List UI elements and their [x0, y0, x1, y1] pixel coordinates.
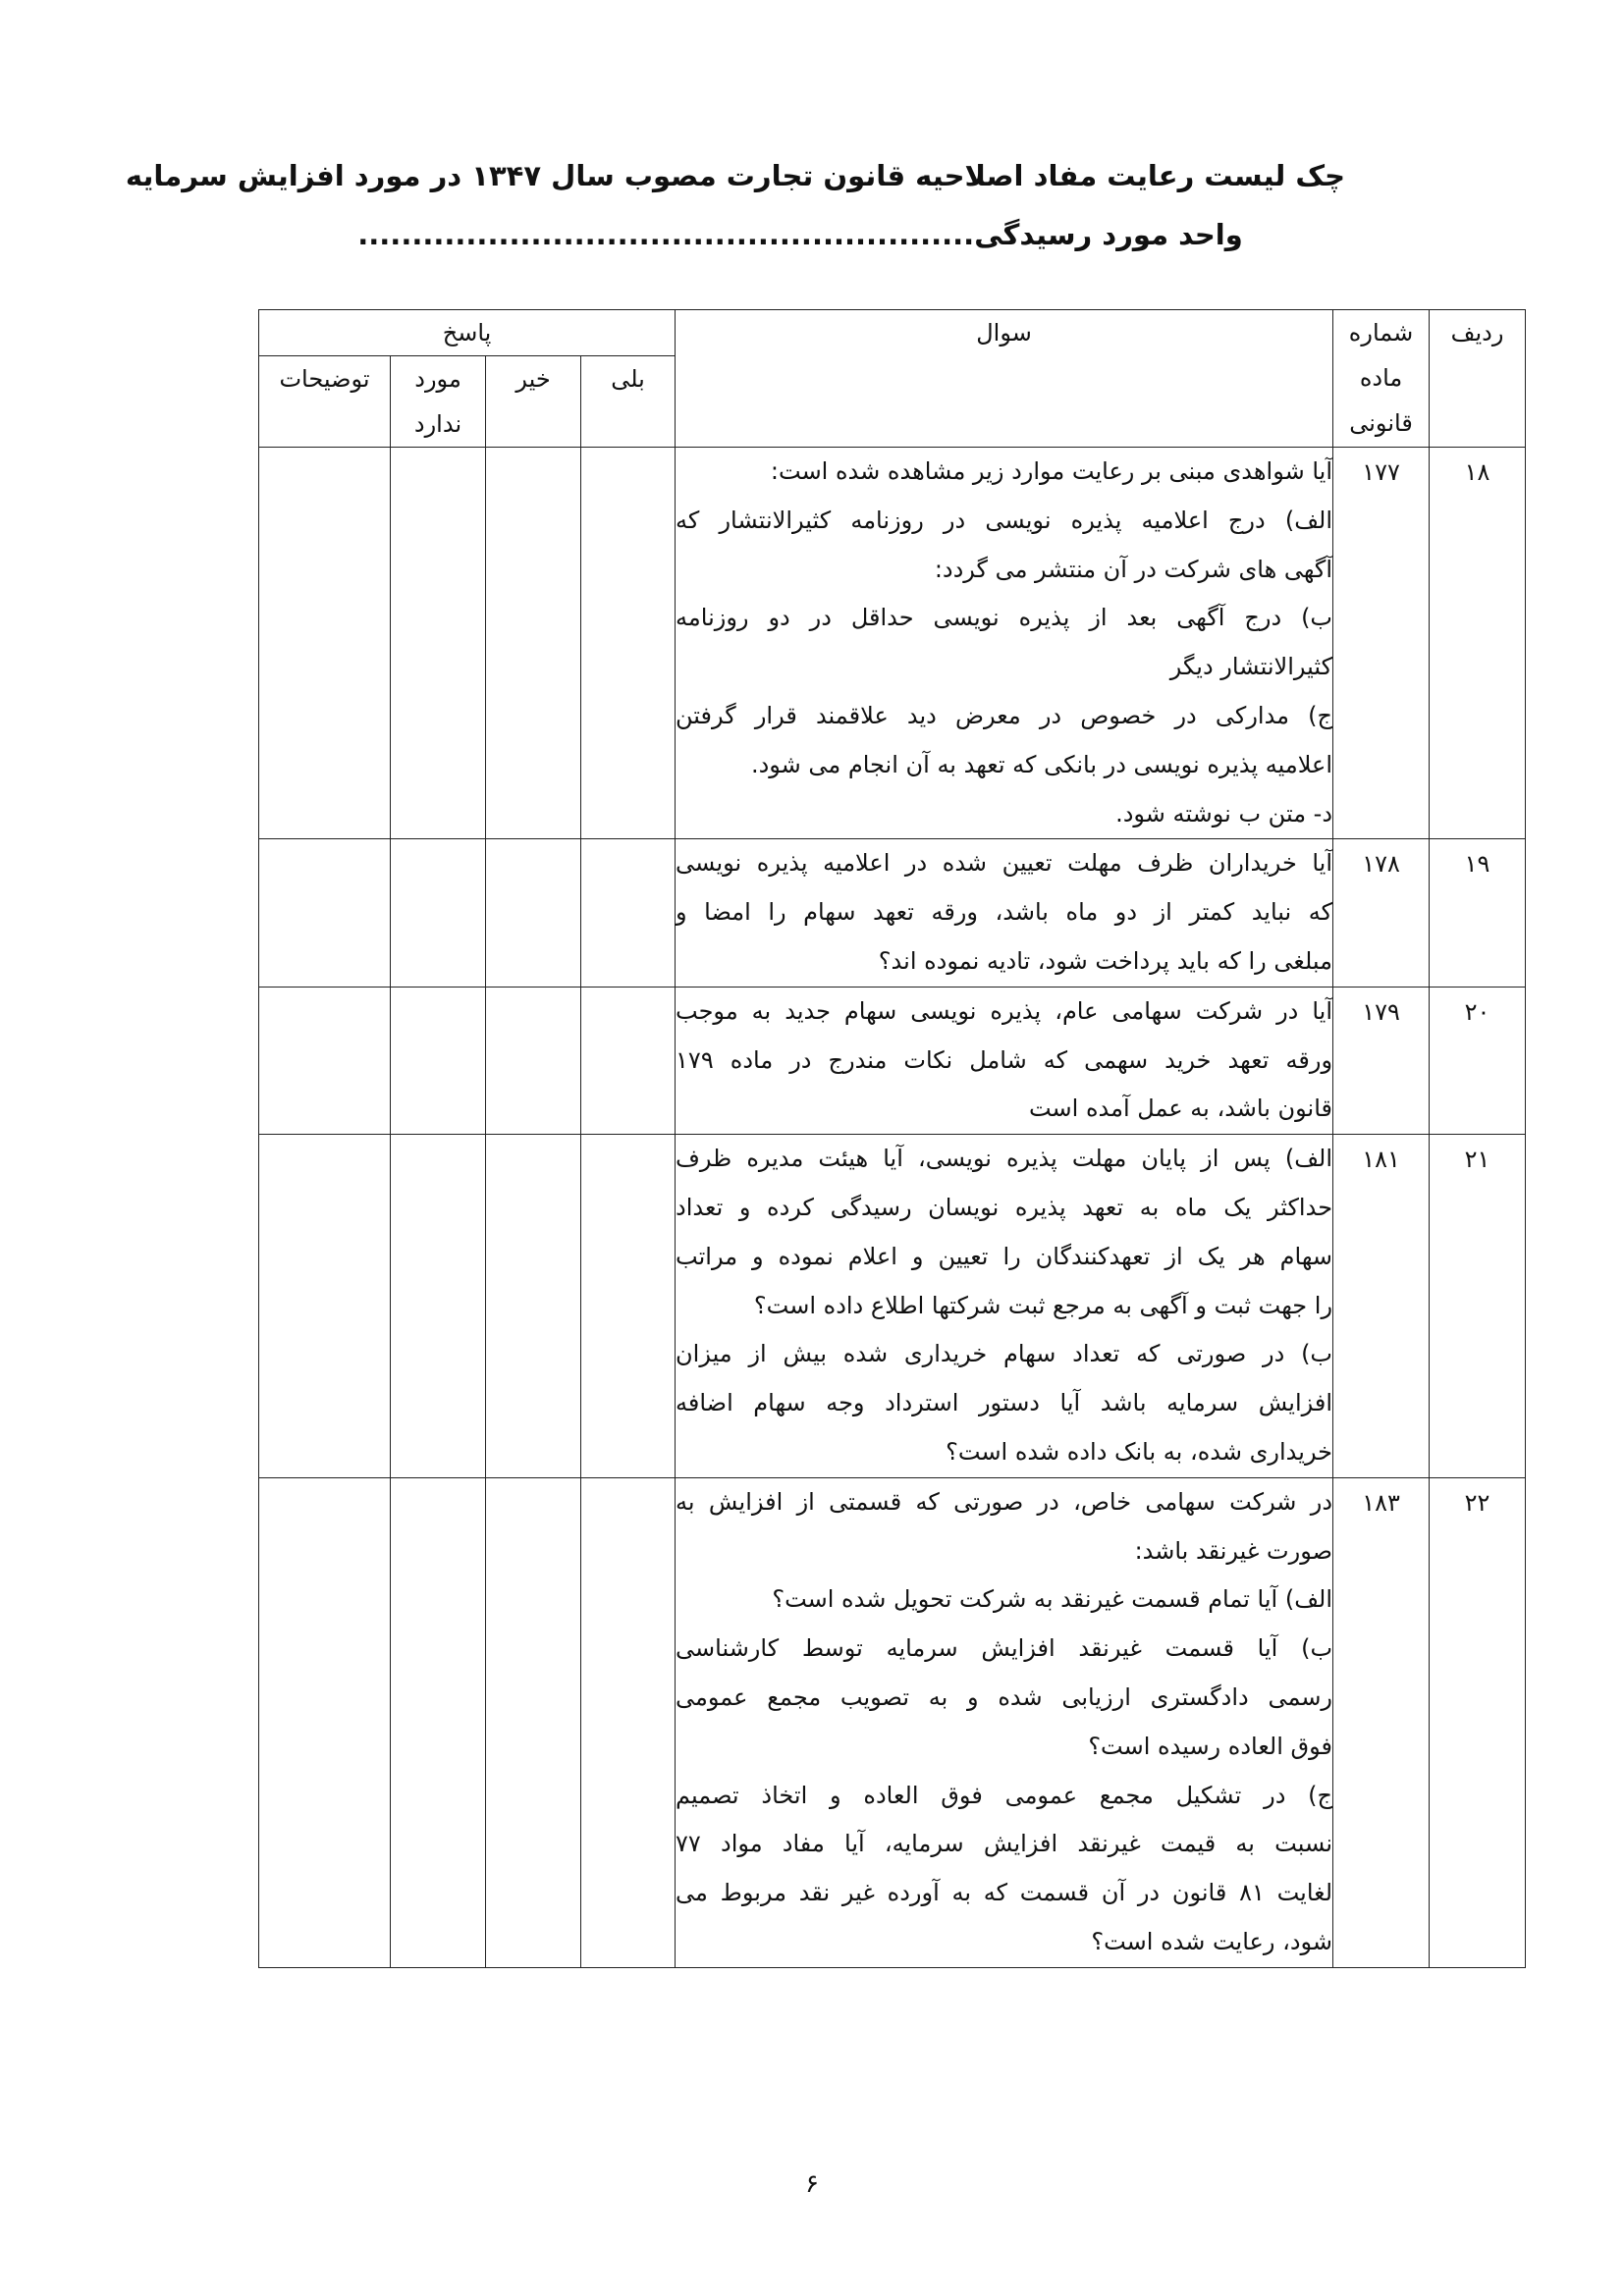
answer-no-cell[interactable]: [486, 987, 581, 1134]
question-line: آگهی های شرکت در آن منتشر می گردد:: [934, 555, 1333, 583]
question-line: سهام هر یک از تعهدکنندگان را تعیین و اعلام نموده و مراتب: [676, 1242, 1333, 1270]
question-line: الف) درج اعلامیه پذیره نویسی در روزنامه کثیرالانتشار که: [676, 506, 1333, 534]
table-row: [259, 839, 1526, 987]
table-row: [259, 1477, 1526, 1967]
answer-no-cell[interactable]: [486, 1135, 581, 1478]
answer-no-cell[interactable]: [486, 839, 581, 987]
article-number: ۱۷۸: [1333, 839, 1430, 987]
answer-na-cell[interactable]: [391, 987, 486, 1134]
question-line: الف) آیا تمام قسمت غیرنقد به شرکت تحویل شده است؟: [772, 1585, 1333, 1614]
question-line: ج) در تشکیل مجمع عمومی فوق العاده و اتخاذ تصمیم: [676, 1781, 1333, 1809]
question-line: کثیرالانتشار دیگر: [1169, 653, 1333, 681]
header-bali: بلی: [581, 356, 676, 448]
answer-na-cell[interactable]: [391, 448, 486, 839]
answer-yes-cell[interactable]: [581, 448, 676, 839]
question-line: خریداری شده، به بانک داده شده است؟: [946, 1437, 1333, 1466]
header-mored-nadarad: مورد ندارد: [391, 356, 486, 448]
answer-na-cell[interactable]: [391, 839, 486, 987]
row-number: ۱۸: [1430, 448, 1526, 839]
question-line: ج) مدارکی در خصوص در معرض دید علاقمند قرار گرفتن: [676, 701, 1333, 729]
header-kheir: خیر: [486, 356, 581, 448]
answer-yes-cell[interactable]: [581, 1477, 676, 1967]
question-line: که نباید کمتر از دو ماه باشد، ورقه تعهد سهام را امضا و: [676, 898, 1333, 927]
table-row: [259, 448, 1526, 839]
notes-cell[interactable]: [259, 987, 391, 1134]
question-cell: [676, 839, 1333, 987]
answer-no-cell[interactable]: [486, 448, 581, 839]
row-number: ۲۲: [1430, 1477, 1526, 1967]
article-number: ۱۷۷: [1333, 448, 1430, 839]
question-line: آیا شواهدی مبنی بر رعایت موارد زیر مشاهده شده است:: [770, 457, 1333, 485]
row-number: ۲۰: [1430, 987, 1526, 1134]
table-row: [259, 987, 1526, 1134]
article-number: ۱۸۱: [1333, 1135, 1430, 1478]
question-line: در شرکت سهامی خاص، در صورتی که قسمتی از افزایش به: [676, 1487, 1333, 1516]
question-line: اعلامیه پذیره نویسی در بانکی که تعهد به آن انجام می شود.: [750, 750, 1333, 778]
row-number: ۲۱: [1430, 1135, 1526, 1478]
question-line: شود، رعایت شده است؟: [1091, 1927, 1333, 1955]
unit-under-review-label: واحد مورد رسیدگی: [974, 218, 1243, 251]
header-pasokh: پاسخ: [259, 310, 676, 356]
question-line: حداکثر یک ماه به تعهد پذیره نویسان رسیدگی کرده و تعداد: [676, 1193, 1333, 1221]
notes-cell[interactable]: [259, 1135, 391, 1478]
notes-cell[interactable]: [259, 839, 391, 987]
notes-cell[interactable]: [259, 448, 391, 839]
article-number: ۱۸۳: [1333, 1477, 1430, 1967]
question-line: صورت غیرنقد باشد:: [1134, 1536, 1333, 1565]
question-cell: [676, 1135, 1333, 1478]
question-cell: [676, 987, 1333, 1134]
question-line: مبلغی را که باید پرداخت شود، تادیه نموده اند؟: [878, 946, 1333, 975]
checklist-body: [259, 448, 1526, 1968]
checklist-table: [258, 309, 1526, 1968]
answer-yes-cell[interactable]: [581, 839, 676, 987]
question-line: الف) پس از پایان مهلت پذیره نویسی، آیا هیئت مدیره ظرف: [676, 1145, 1333, 1173]
header-madeh: شماره ماده قانونی: [1333, 310, 1430, 448]
question-line: فوق العاده رسیده است؟: [1088, 1732, 1333, 1760]
question-line: د- متن ب نوشته شود.: [1115, 799, 1333, 828]
header-radif: ردیف: [1430, 310, 1526, 448]
notes-cell[interactable]: [259, 1477, 391, 1967]
question-line: ب) درج آگهی بعد از پذیره نویسی حداقل در دو روزنامه: [676, 604, 1333, 632]
question-cell: [676, 1477, 1333, 1967]
answer-no-cell[interactable]: [486, 1477, 581, 1967]
answer-na-cell[interactable]: [391, 1135, 486, 1478]
question-line: لغایت ۸۱ قانون در آن قسمت که به آورده غیر نقد مربوط می: [676, 1879, 1333, 1907]
header-row-top: [259, 310, 1526, 356]
header-tozihat: توضیحات: [259, 356, 391, 448]
question-line: رسمی دادگستری ارزیابی شده و به تصویب مجمع عمومی: [676, 1682, 1333, 1711]
question-line: آیا خریداران ظرف مهلت تعیین شده در اعلامیه پذیره نویسی: [676, 849, 1333, 878]
question-line: را جهت ثبت و آگهی به مرجع ثبت شرکتها اطلاع داده است؟: [753, 1291, 1333, 1319]
answer-yes-cell[interactable]: [581, 987, 676, 1134]
unit-under-review-line: [255, 218, 1345, 251]
question-line: ورقه تعهد خرید سهمی که شامل نکات مندرج در ماده ۱۷۹: [676, 1045, 1333, 1074]
question-line: ب) در صورتی که تعداد سهام خریداری شده بیش از میزان: [676, 1340, 1333, 1368]
page-number: ۶: [805, 2169, 819, 2199]
document-title: چک لیست رعایت مفاد اصلاحیه قانون تجارت مصوب سال ۱۳۴۷ در مورد افزایش سرمایه: [125, 159, 1345, 192]
unit-under-review-blank: .........................................................: [357, 218, 975, 251]
header-soal: سوال: [676, 310, 1333, 448]
question-line: افزایش سرمایه باشد آیا دستور استرداد وجه سهام اضافه: [676, 1389, 1333, 1417]
row-number: ۱۹: [1430, 839, 1526, 987]
table-row: [259, 1135, 1526, 1478]
question-line: قانون باشد، به عمل آمده است: [1028, 1095, 1333, 1123]
answer-yes-cell[interactable]: [581, 1135, 676, 1478]
question-line: آیا در شرکت سهامی عام، پذیره نویسی سهام جدید به موجب: [676, 996, 1333, 1025]
question-line: نسبت به قیمت غیرنقد افزایش سرمایه، آیا مفاد مواد ۷۷: [676, 1830, 1333, 1858]
article-number: ۱۷۹: [1333, 987, 1430, 1134]
question-cell: [676, 448, 1333, 839]
question-line: ب) آیا قسمت غیرنقد افزایش سرمایه توسط کارشناسی: [676, 1634, 1333, 1663]
answer-na-cell[interactable]: [391, 1477, 486, 1967]
